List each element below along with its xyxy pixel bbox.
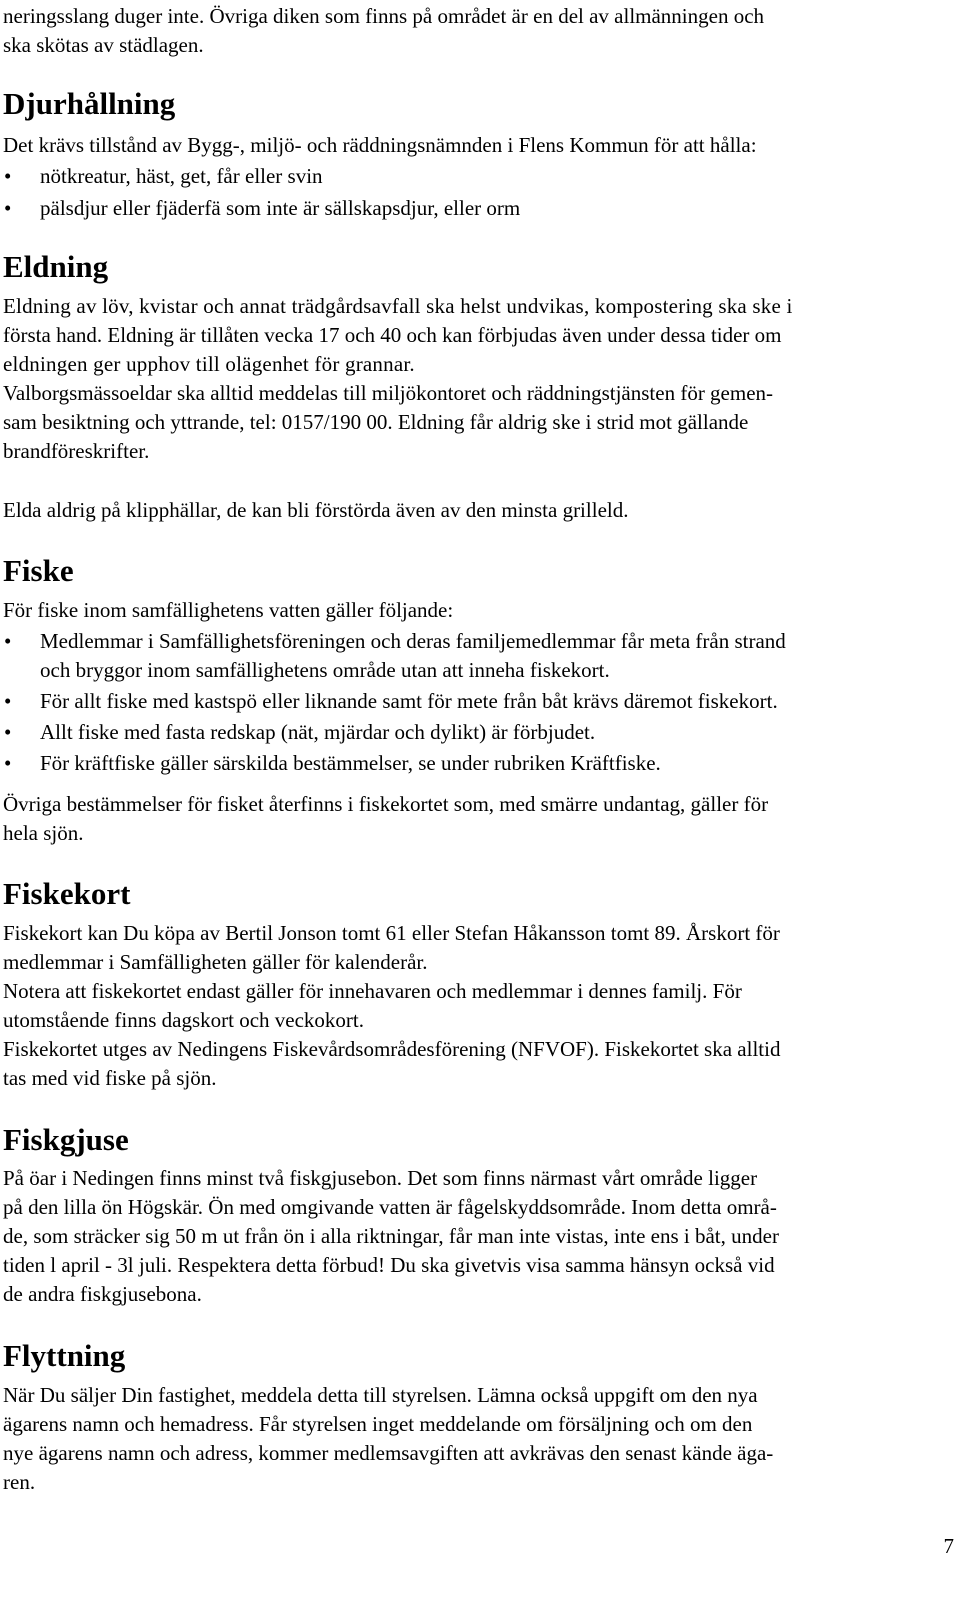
- list-item-text: och bryggor inom samfällighetens område utan att inneha fiskekort.: [40, 658, 610, 682]
- fiske-text: För fiske inom samfällighetens vatten gäller följande:: [3, 598, 454, 622]
- fiskekort-line: utomstående finns dagskort och veckokort.: [3, 1008, 364, 1032]
- heading-fiske: Fiske: [3, 553, 74, 588]
- eldning-line: brandföreskrifter.: [3, 439, 150, 463]
- flyttning-section: [3, 1381, 943, 1497]
- list-item-text: Medlemmar i Samfällighetsföreningen och deras familjemedlemmar får meta från strand: [40, 629, 786, 653]
- fiske-list: [3, 627, 943, 778]
- fiskgjuse-line: de andra fiskgjusebona.: [3, 1282, 202, 1306]
- djurhallning-text: Det krävs tillstånd av Bygg-, miljö- och räddningsnämnden i Flens Kommun för att hålla:: [3, 133, 757, 157]
- fiske-closing-line: hela sjön.: [3, 821, 84, 845]
- fiskgjuse-line: på den lilla ön Högskär. Ön med omgivande vatten är fågelskyddsområde. Inom detta områ-: [3, 1195, 777, 1219]
- fiskekort-line: Fiskekort kan Du köpa av Bertil Jonson tomt 61 eller Stefan Håkansson tomt 89. Årskort för: [3, 921, 780, 945]
- eldning-line: Valborgsmässoeldar ska alltid meddelas till miljökontoret och räddningstjänsten för gemen-: [3, 381, 774, 405]
- list-item: [3, 627, 943, 685]
- list-item: [3, 162, 943, 191]
- fiske-closing-line: Övriga bestämmelser för fisket återfinns i fiskekortet som, med smärre undantag, gäller för: [3, 792, 769, 816]
- bullet-icon: •: [4, 689, 12, 713]
- fiske-section: [3, 596, 943, 778]
- fiskgjuse-line: tiden l april - 3l juli. Respektera detta förbud! Du ska givetvis visa samma hänsyn också vid: [3, 1253, 775, 1277]
- heading-flyttning: Flyttning: [3, 1338, 126, 1373]
- flyttning-line: När Du säljer Din fastighet, meddela detta till styrelsen. Lämna också uppgift om den nya: [3, 1383, 758, 1407]
- bullet-icon: •: [4, 196, 12, 220]
- fiskekort-line: tas med vid fiske på sjön.: [3, 1066, 217, 1090]
- eldning-line: första hand. Eldning är tillåten vecka 17 och 40 och kan förbjudas även under dessa tider om: [3, 323, 782, 347]
- bullet-icon: •: [4, 629, 12, 653]
- eldning-line: eldningen ger upphov till olägenhet för grannar.: [3, 352, 415, 376]
- bullet-icon: •: [4, 751, 12, 775]
- fiske-closing: [3, 790, 943, 848]
- eldning-section: [3, 292, 943, 466]
- eldning-line: sam besiktning och yttrande, tel: 0157/190 00. Eldning får aldrig ske i strid mot gällande: [3, 410, 749, 434]
- heading-djurhallning: Djurhållning: [3, 86, 176, 121]
- fiskekort-line: medlemmar i Samfälligheten gäller för kalenderår.: [3, 950, 428, 974]
- page-number: 7: [943, 1534, 954, 1558]
- eldning-warning: Elda aldrig på klipphällar, de kan bli förstörda även av den minsta grilleld.: [3, 498, 629, 522]
- bullet-icon: •: [4, 720, 12, 744]
- fiskekort-section: [3, 919, 943, 1093]
- flyttning-line: ägarens namn och hemadress. Får styrelsen inget meddelande om försäljning och om den: [3, 1412, 753, 1436]
- fiskekort-line: Fiskekortet utges av Nedingens Fiskevårdsområdesförening (NFVOF). Fiskekortet ska alltid: [3, 1037, 781, 1061]
- fiskgjuse-line: På öar i Nedingen finns minst två fiskgjusebon. Det som finns närmast vårt område ligger: [3, 1166, 758, 1190]
- list-item: [3, 194, 943, 223]
- djurhallning-list: [3, 162, 943, 223]
- list-item-text: nötkreatur, häst, get, får eller svin: [40, 164, 323, 188]
- fiskgjuse-line: de, som sträcker sig 50 m ut från ön i alla riktningar, får man inte vistas, inte ens i båt, under: [3, 1224, 779, 1248]
- intro-line: ska skötas av städlagen.: [3, 33, 204, 57]
- djurhallning-section: [3, 131, 943, 223]
- list-item-text: pälsdjur eller fjäderfä som inte är sällskapsdjur, eller orm: [40, 196, 521, 220]
- eldning-line: Eldning av löv, kvistar och annat trädgårdsavfall ska helst undvikas, kompostering ska ske i: [3, 294, 793, 318]
- intro-paragraph: [3, 2, 764, 60]
- list-item-text: För kräftfiske gäller särskilda bestämmelser, se under rubriken Kräftfiske.: [40, 751, 661, 775]
- list-item-text: Allt fiske med fasta redskap (nät, mjärdar och dylikt) är förbjudet.: [40, 720, 596, 744]
- fiskekort-line: Notera att fiskekortet endast gäller för innehavaren och medlemmar i dennes familj. För: [3, 979, 742, 1003]
- list-item: [3, 718, 943, 747]
- flyttning-line: nye ägarens namn och adress, kommer medlemsavgiften att avkrävas den senast kände äga-: [3, 1441, 774, 1465]
- fiskgjuse-section: [3, 1164, 943, 1309]
- intro-line: neringsslang duger inte. Övriga diken som finns på området är en del av allmänningen och: [3, 4, 765, 28]
- heading-fiskgjuse: Fiskgjuse: [3, 1122, 129, 1157]
- heading-eldning: Eldning: [3, 249, 109, 284]
- list-item: [3, 749, 943, 778]
- flyttning-line: ren.: [3, 1470, 36, 1494]
- list-item-text: För allt fiske med kastspö eller liknande samt för mete från båt krävs däremot fiskekort.: [40, 689, 778, 713]
- bullet-icon: •: [4, 164, 12, 188]
- heading-fiskekort: Fiskekort: [3, 876, 131, 911]
- list-item: [3, 687, 943, 716]
